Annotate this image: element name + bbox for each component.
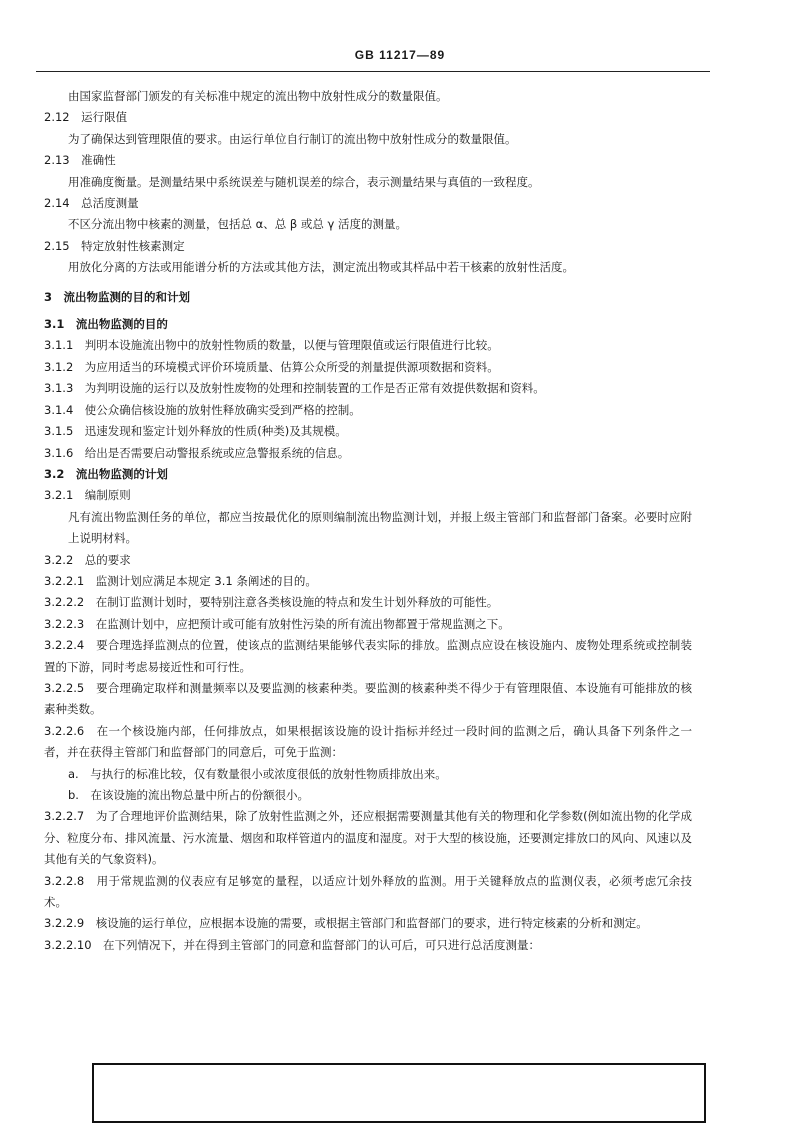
paragraph: 由国家监督部门颁发的有关标准中规定的流出物中放射性成分的数量限值。 <box>68 89 448 103</box>
paragraph: b. 在该设施的流出物总量中所占的份额很小。 <box>68 788 309 802</box>
paragraph: 3.1.1 判明本设施流出物中的放射性物质的数量，以便与管理限值或运行限值进行比较。 <box>44 338 499 353</box>
paragraph: 用放化分离的方法或用能谱分析的方法或其他方法，测定流出物或其样品中若干核素的放射性活度。 <box>68 260 574 275</box>
paragraph: 3.2.2.9 核设施的运行单位，应根据本设施的需要，或根据主管部门和监督部门的要求，进行特定核素的分析和测定。 <box>44 916 648 931</box>
paragraph: 2.12 运行限值 <box>44 110 128 125</box>
paragraph: 为了确保达到管理限值的要求。由运行单位自行制订的流出物中放射性成分的数量限值。 <box>68 131 517 146</box>
paragraph: 3.2.2.3 在监测计划中，应把预计或可能有放射性污染的所有流出物都置于常规监测之下。 <box>44 616 510 631</box>
paragraph: 3.2.2 总的要求 <box>44 552 131 567</box>
paragraph: 2.15 特定放射性核素测定 <box>44 238 185 253</box>
paragraph: 3.2.2.8 用于常规监测的仪表应有足够宽的量程，以适应计划外释放的监测。用于关键释放点的监测仪表，必须考虑冗余技术。 <box>44 873 692 910</box>
paragraph: a. 与执行的标准比较，仅有数量很小或浓度很低的放射性物质排放出来。 <box>68 766 447 781</box>
paragraph: 3.1.4 使公众确信核设施的放射性释放确实受到严格的控制。 <box>44 402 361 417</box>
paragraph: 3.2.2.2 在制订监测计划时，要特别注意各类核设施的特点和发生计划外释放的可能性。 <box>44 595 499 610</box>
paragraph: 2.13 准确性 <box>44 153 116 168</box>
paragraph: 3.2.2.7 为了合理地评价监测结果，除了放射性监测之外，还应根据需要测量其他有关的物理和化学参数(例如流出物的化学成分、粒度分布、排风流量、污水流量、烟囱和取样管道内的温度和湿度。对于大型的核设施，还要测定排放口的风向、风速以及其他有关的气象资料)。 <box>44 809 692 867</box>
paragraph: 3.2.2.5 要合理确定取样和测量频率以及要监测的核素种类。要监测的核素种类不得少于有管理限值、本设施有可能排放的核素种类数。 <box>44 680 692 717</box>
page-header: GB 11217—89 <box>354 48 446 62</box>
paragraph: 3.2 流出物监测的计划 <box>44 466 168 481</box>
paragraph: 3.1.5 迅速发现和鉴定计划外释放的性质(种类)及其规模。 <box>44 424 347 439</box>
document-body <box>44 86 692 956</box>
paragraph: 3.2.2.4 要合理选择监测点的位置，使该点的监测结果能够代表实际的排放。监测点应设在核设施内、废物处理系统或控制装置的下游，同时考虑易接近性和可行性。 <box>44 638 692 674</box>
paragraph: 3.2.2.10 在下列情况下，并在得到主管部门的同意和监督部门的认可后，可只进行总活度测量： <box>44 937 541 952</box>
paragraph: 不区分流出物中核素的测量，包括总 α、总 β 或总 γ 活度的测量。 <box>68 217 407 232</box>
paragraph: 3.2.1 编制原则 <box>44 488 131 503</box>
paragraph: 3.2.2.1 监测计划应满足本规定 3.1 条阐述的目的。 <box>44 573 317 588</box>
paragraph: 3.2.2.6 在一个核设施内部，任何排放点，如果根据该设施的设计指标并经过一段时间的监测之后，确认具备下列条件之一者，并在获得主管部门和监督部门的同意后，可免于监测： <box>44 723 692 760</box>
header-rule <box>36 71 710 72</box>
footer-frame <box>92 1063 706 1123</box>
paragraph: 2.14 总活度测量 <box>44 196 139 211</box>
paragraph: 3.1.6 给出是否需要启动警报系统或应急警报系统的信息。 <box>44 445 350 460</box>
paragraph: 凡有流出物监测任务的单位，都应当按最优化的原则编制流出物监测计划，并报上级主管部门和监督部门备案。必要时应附上说明材料。 <box>68 509 692 546</box>
paragraph: 3 流出物监测的目的和计划 <box>44 289 191 304</box>
paragraph: 3.1 流出物监测的目的 <box>44 317 168 332</box>
paragraph: 3.1.2 为应用适当的环境模式评价环境质量、估算公众所受的剂量提供源项数据和资料。 <box>44 359 499 374</box>
paragraph: 3.1.3 为判明设施的运行以及放射性废物的处理和控制装置的工作是否正常有效提供数据和资料。 <box>44 381 545 396</box>
paragraph: 用准确度衡量。是测量结果中系统误差与随机误差的综合，表示测量结果与真值的一致程度。 <box>68 174 540 189</box>
